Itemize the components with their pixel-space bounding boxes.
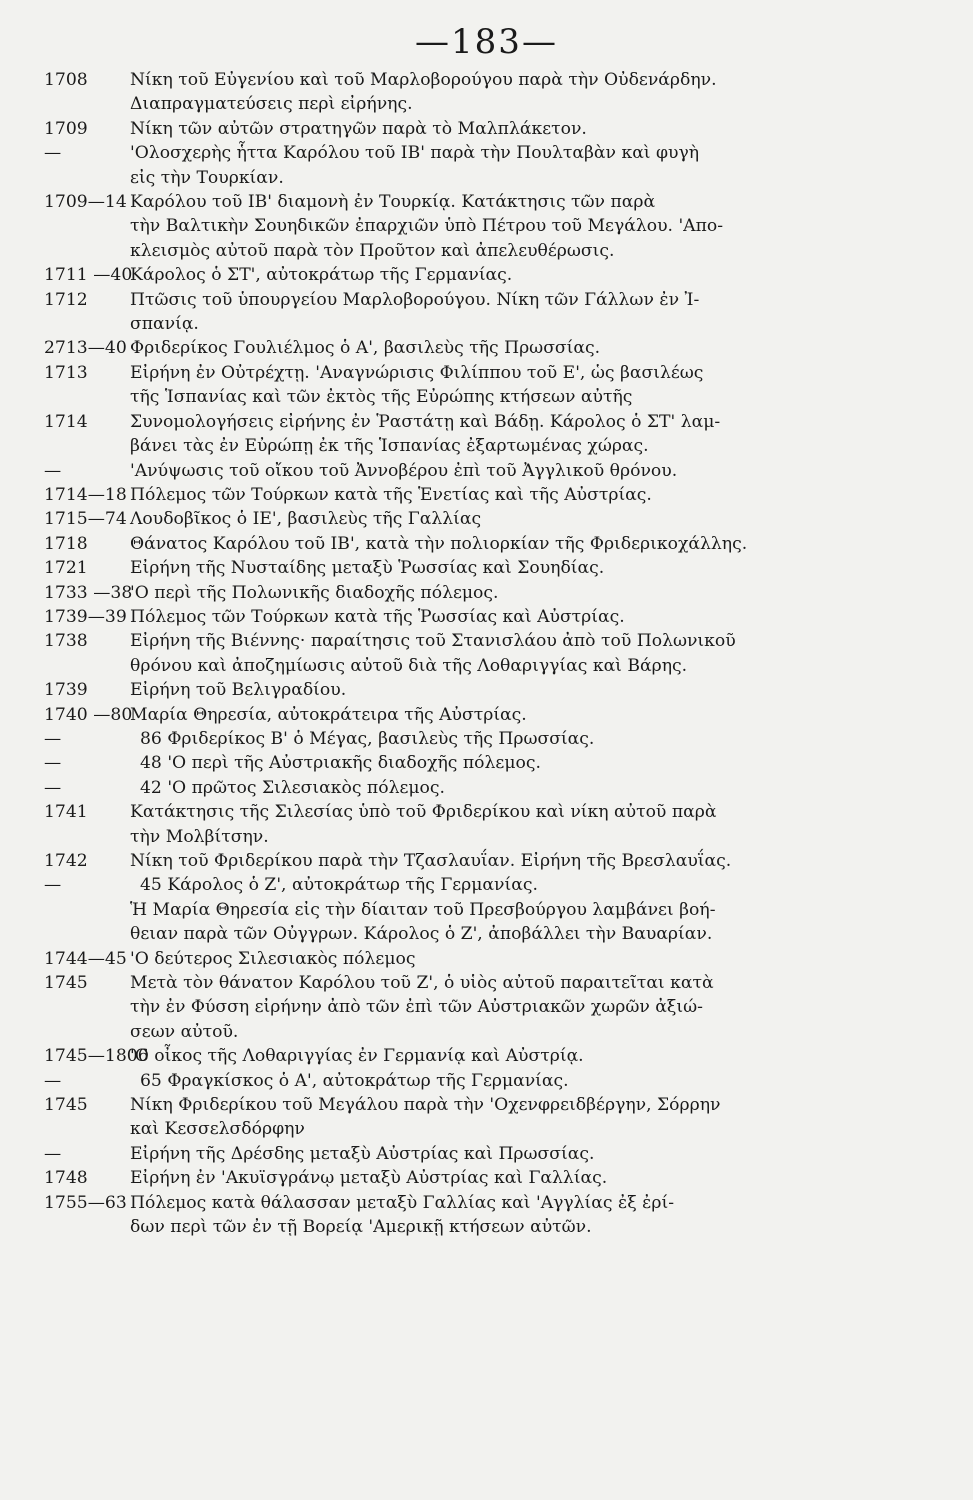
page-number: —183— — [415, 22, 558, 62]
entry-text-line: 65 Φραγκίσκος ὁ Α', αὐτοκράτωρ τῆς Γερμανίας. — [140, 1070, 569, 1091]
entry-text-line: Διαπραγματεύσεις περὶ εἰρήνης. — [130, 94, 413, 115]
entry-text — [130, 556, 844, 580]
entry-date: 1739 — [44, 680, 88, 701]
entry-text — [130, 727, 844, 751]
entry-date: 1738 — [44, 631, 88, 652]
entry-text — [130, 410, 844, 459]
entry-text — [130, 873, 844, 897]
entry-text-line: 45 Κάρολος ὁ Ζ', αὐτοκράτωρ τῆς Γερμανίας. — [140, 875, 538, 896]
entry-date: 1748 — [44, 1168, 88, 1189]
entry-date: 1742 — [44, 851, 88, 871]
chronology-entry — [44, 605, 844, 629]
chronology-entry — [44, 678, 844, 702]
chronology-entry — [44, 1142, 844, 1166]
entry-date: 1744—45 — [44, 948, 127, 969]
entry-date: 1711 —40 — [44, 265, 133, 286]
entry-text-line: 'Ο οἶκος τῆς Λοθαριγγίας ἐν Γερμανίᾳ καὶ Αὐστρίᾳ. — [130, 1046, 584, 1067]
entry-text-line: σπανίᾳ. — [130, 314, 199, 335]
entry-text-line: Εἰρήνη τῆς Νυσταίδης μεταξὺ Ῥωσσίας καὶ Σουηδίας. — [130, 558, 605, 579]
entry-text — [130, 849, 844, 873]
chronology-entry — [44, 483, 844, 507]
chronology-entry — [44, 141, 844, 190]
entry-text-line: τὴν Βαλτικὴν Σουηδικῶν ἐπαρχιῶν ὑπὸ Πέτρου τοῦ Μεγάλου. 'Απο- — [130, 216, 724, 237]
entry-text-line: Θάνατος Καρόλου τοῦ ΙΒ', κατὰ τὴν πολιορκίαν τῆς Φριδερικοχάλλης. — [130, 533, 748, 554]
entry-date: — — [44, 753, 62, 774]
entry-date — [44, 898, 130, 947]
entry-text — [130, 507, 844, 531]
chronology-entry — [44, 800, 844, 849]
entry-date: — — [44, 875, 62, 896]
entry-text-line: τὴν Μολβίτσην. — [130, 826, 269, 847]
chronology-entry — [44, 507, 844, 531]
entry-text-line: Φριδερίκος Γουλιέλμος ὁ Α', βασιλεὺς τῆς Πρωσσίας. — [130, 338, 601, 359]
chronology-entry — [44, 263, 844, 287]
chronology-entry — [44, 971, 844, 1044]
entry-text — [130, 898, 844, 947]
entry-text-line: Ἡ Μαρία Θηρεσία εἰς τὴν δίαιταν τοῦ Πρεσβούργου λαμβάνει βοή- — [130, 899, 716, 920]
entry-text — [130, 1166, 844, 1190]
entry-text-line: 42 'Ο πρῶτος Σιλεσιακὸς πόλεμος. — [140, 777, 445, 798]
entry-text-line: κλεισμὸς αὐτοῦ παρὰ τὸν Προῦτον καὶ ἀπελευθέρωσις. — [130, 240, 615, 261]
entry-date: 1715—74 — [44, 509, 127, 530]
entry-text-line: θρόνου καὶ ἀποζημίωσις αὐτοῦ διὰ τῆς Λοθαριγγίας καὶ Βάρης. — [130, 655, 688, 676]
entry-date: — — [44, 143, 62, 164]
entry-text-line: Κάρολος ὁ ΣΤ', αὐτοκράτωρ τῆς Γερμανίας. — [130, 265, 513, 286]
entry-date: 1733 —38 — [44, 582, 133, 603]
chronology-entry — [44, 68, 844, 117]
entry-date: — — [44, 460, 62, 481]
entry-text-line: Καρόλου τοῦ ΙΒ' διαμονὴ ἐν Τουρκίᾳ. Κατάκτησις τῶν παρὰ — [130, 192, 656, 213]
chronology-entry — [44, 1093, 844, 1142]
entry-date: 1745 — [44, 973, 88, 994]
entry-text-line: Μετὰ τὸν θάνατον Καρόλου τοῦ Ζ', ὁ υἱὸς αὐτοῦ παραιτεῖται κατὰ — [130, 973, 714, 994]
entry-text — [130, 678, 844, 702]
entry-text-line: καὶ Κεσσελσδόρφην — [130, 1119, 305, 1140]
entry-text-line: Νίκη Φριδερίκου τοῦ Μεγάλου παρὰ τὴν 'Οχενφρειδβέργην, Σόρρην — [130, 1095, 721, 1116]
entry-text-line: 48 'Ο περὶ τῆς Αὐστριακῆς διαδοχῆς πόλεμος. — [140, 753, 541, 774]
entry-date: 1739—39 — [44, 606, 127, 627]
entry-date: 1708 — [44, 70, 88, 90]
entry-date: — — [44, 777, 62, 798]
chronology-entry — [44, 117, 844, 141]
entry-date: — — [44, 1143, 62, 1164]
entry-text-line: σεων αὐτοῦ. — [130, 1021, 239, 1042]
entry-text-line: Πόλεμος τῶν Τούρκων κατὰ τῆς Ῥωσσίας καὶ Αὐστρίας. — [130, 606, 625, 627]
entry-text — [130, 703, 844, 727]
chronology-entry — [44, 1191, 844, 1240]
entry-text-line: Εἰρήνη τοῦ Βελιγραδίου. — [130, 680, 347, 701]
chronology-entry — [44, 727, 844, 751]
entry-text-line: Εἰρήνη τῆς Βιέννης· παραίτησις τοῦ Στανισλάου ἀπὸ τοῦ Πολωνικοῦ — [130, 631, 736, 652]
entry-text-line: Εἰρήνη ἐν 'Ακυϊσγράνῳ μεταξὺ Αὐστρίας καὶ Γαλλίας. — [130, 1168, 608, 1189]
entry-text — [130, 288, 844, 337]
entry-text — [130, 459, 844, 483]
entry-date: — — [44, 728, 62, 749]
entry-date: 2713—40 — [44, 338, 127, 359]
entry-text — [130, 141, 844, 190]
entry-text-line: τῆς Ἱσπανίας καὶ τῶν ἐκτὸς τῆς Εὐρώπης κτήσεων αὐτῆς — [130, 387, 633, 408]
chronology-entry — [44, 361, 844, 410]
entry-text-line: Συνομολογήσεις εἰρήνης ἐν Ῥαστάτῃ καὶ Βάδῃ. Κάρολος ὁ ΣΤ' λαμ- — [130, 411, 721, 432]
chronology-entry — [44, 459, 844, 483]
entry-text — [130, 971, 844, 1044]
entry-text-line: Εἰρήνη τῆς Δρέσδης μεταξὺ Αὐστρίας καὶ Πρωσσίας. — [130, 1143, 595, 1164]
entry-text-line: Νίκη τῶν αὐτῶν στρατηγῶν παρὰ τὸ Μαλπλάκετον. — [130, 118, 587, 139]
entry-date: — — [44, 1070, 62, 1091]
entry-text-line: Πόλεμος κατὰ θάλασσαν μεταξὺ Γαλλίας καὶ 'Αγγλίας ἐξ ἐρί- — [130, 1192, 675, 1213]
entry-text — [130, 361, 844, 410]
chronology-entry — [44, 556, 844, 580]
entry-text — [130, 190, 844, 263]
entry-text — [130, 532, 844, 556]
entry-text — [130, 776, 844, 800]
entry-text-line: Μαρία Θηρεσία, αὐτοκράτειρα τῆς Αὐστρίας. — [130, 704, 527, 725]
entry-text-line: θειαν παρὰ τῶν Οὐγγρων. Κάρολος ὁ Ζ', ἀποβάλλει τὴν Βαυαρίαν. — [130, 924, 713, 945]
chronology-entry — [44, 336, 844, 360]
chronology-entry — [44, 849, 844, 873]
entry-text-line: Πόλεμος τῶν Τούρκων κατὰ τῆς Ἑνετίας καὶ τῆς Αὐστρίας. — [130, 484, 652, 505]
chronology-entry — [44, 703, 844, 727]
entry-text — [130, 800, 844, 849]
entry-text — [130, 947, 844, 971]
chronology-entry — [44, 1044, 844, 1068]
entry-text — [130, 751, 844, 775]
chronology-entry — [44, 751, 844, 775]
entry-text-line: 'Ο δεύτερος Σιλεσιακὸς πόλεμος — [130, 948, 416, 969]
entry-date: 1740 —80 — [44, 704, 133, 725]
entry-text — [130, 117, 844, 141]
entry-text — [130, 581, 844, 605]
entry-text — [130, 483, 844, 507]
entry-date: 1713 — [44, 362, 88, 383]
entry-text-line: εἰς τὴν Τουρκίαν. — [130, 167, 284, 188]
entry-date: 1718 — [44, 533, 88, 554]
entry-text — [130, 263, 844, 287]
entry-text — [130, 1093, 844, 1142]
entry-text-line: Πτῶσις τοῦ ὑπουργείου Μαρλοβορούγου. Νίκη τῶν Γάλλων ἐν Ἰ- — [130, 289, 700, 310]
entry-text-line: 86 Φριδερίκος Β' ὁ Μέγας, βασιλεὺς τῆς Πρωσσίας. — [140, 728, 595, 749]
entry-text — [130, 68, 844, 117]
entry-text-line: βάνει τὰς ἐν Εὐρώπῃ ἐκ τῆς Ἱσπανίας ἐξαρτωμένας χώρας. — [130, 436, 649, 457]
chronology-entry — [44, 532, 844, 556]
entry-date: 1714—18 — [44, 484, 127, 505]
entry-text-line: Εἰρήνη ἐν Οὐτρέχτῃ. 'Αναγνώρισις Φιλίππου τοῦ Ε', ὡς βασιλέως — [130, 362, 704, 383]
chronology-entry — [44, 898, 844, 947]
entry-date: 1721 — [44, 558, 88, 579]
chronology-entry — [44, 581, 844, 605]
entry-text — [130, 605, 844, 629]
chronology-entry — [44, 947, 844, 971]
chronology-entry — [44, 873, 844, 897]
chronology-entry — [44, 629, 844, 678]
chronology-entry — [44, 288, 844, 337]
entry-text-line: 'Ο περὶ τῆς Πολωνικῆς διαδοχῆς πόλεμος. — [130, 582, 499, 603]
entry-text — [130, 1044, 844, 1068]
entry-text-line: τὴν ἐν Φύσση εἰρήνην ἀπὸ τῶν ἐπὶ τῶν Αὐστριακῶν χωρῶν ἀξιώ- — [130, 997, 703, 1018]
entry-text-line: Λουδοβῖκος ὁ ΙΕ', βασιλεὺς τῆς Γαλλίας — [130, 509, 482, 530]
entry-date: 1709 — [44, 118, 88, 139]
entry-text-line: 'Ανύψωσις τοῦ οἴκου τοῦ Ἀννοβέρου ἐπὶ τοῦ Ἀγγλικοῦ θρόνου. — [130, 460, 678, 481]
entry-text — [130, 629, 844, 678]
entry-text-line: Κατάκτησις τῆς Σιλεσίας ὑπὸ τοῦ Φριδερίκου καὶ νίκη αὐτοῦ παρὰ — [130, 802, 717, 823]
chronology-entry — [44, 1069, 844, 1093]
chronology-entry — [44, 190, 844, 263]
entry-text-line: δων περὶ τῶν ἐν τῇ Βορείᾳ 'Αμερικῇ κτήσεων αὐτῶν. — [130, 1217, 592, 1238]
entry-text-line: Νίκη τοῦ Φριδερίκου παρὰ τὴν Τζασλαυΐαν. Εἰρήνη τῆς Βρεσλαυΐας. — [130, 851, 732, 871]
chronology-entry — [44, 1166, 844, 1190]
entry-text — [130, 1142, 844, 1166]
entry-text — [130, 1191, 844, 1240]
entry-text-line: Νίκη τοῦ Εὐγενίου καὶ τοῦ Μαρλοβορούγου παρὰ τὴν Οὐδενάρδην. — [130, 70, 717, 90]
entry-date: 1745 — [44, 1095, 88, 1116]
entry-date: 1714 — [44, 411, 88, 432]
entry-text — [130, 1069, 844, 1093]
entry-date: 1712 — [44, 289, 88, 310]
entry-date: 1741 — [44, 802, 88, 823]
entry-date: 1755—63 — [44, 1192, 127, 1213]
chronology-entries — [44, 68, 844, 1240]
chronology-entry — [44, 410, 844, 459]
chronology-entry — [44, 776, 844, 800]
entry-text-line: 'Ολοσχερὴς ἧττα Καρόλου τοῦ ΙΒ' παρὰ τὴν Πουλταβὰν καὶ φυγὴ — [130, 143, 700, 164]
entry-date: 1745—1806 — [44, 1046, 149, 1067]
entry-text — [130, 336, 844, 360]
entry-date: 1709—14 — [44, 192, 127, 213]
